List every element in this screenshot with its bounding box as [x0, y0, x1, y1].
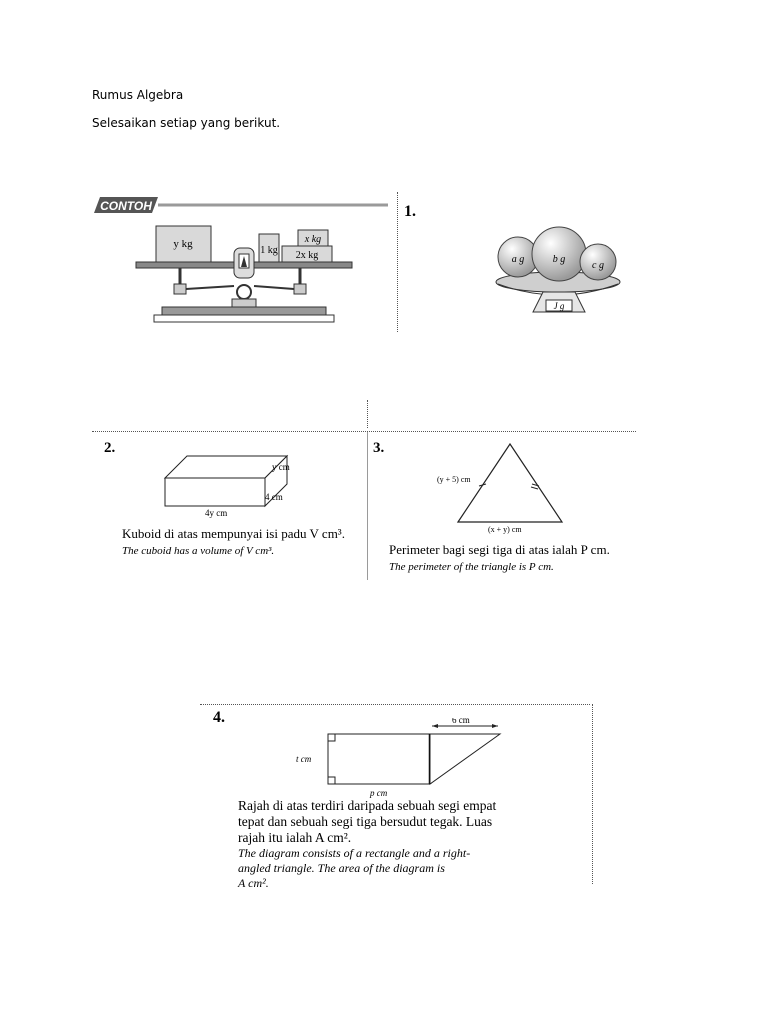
- q4-caption-en-3: A cm².: [238, 876, 269, 890]
- divider-vertical-2: [367, 400, 368, 428]
- ball-b-label: b g: [552, 254, 566, 265]
- contoh-label: CONTOH: [100, 199, 152, 213]
- small-weight-label: 1 kg: [260, 245, 278, 256]
- q4-caption-ms-1: Rajah di atas terdiri daripada sebuah segi empat: [238, 798, 497, 813]
- q4-top-border: [200, 704, 590, 705]
- balance-scale-figure: [92, 190, 412, 332]
- divider-vertical-1: [397, 192, 398, 332]
- question-4-number: 4.: [213, 709, 225, 726]
- left-weight-label: y kg: [173, 238, 193, 250]
- q4-bottom-label: p cm: [370, 788, 388, 798]
- q4-left-label: t cm: [296, 754, 312, 764]
- rectangle-triangle-figure: [290, 718, 510, 798]
- cuboid-height-label: y cm: [272, 462, 290, 472]
- triangle-figure: [428, 440, 578, 536]
- ball-c-label: c g: [592, 260, 604, 271]
- q4-caption-en-1: The diagram consists of a rectangle and a right-: [238, 846, 471, 860]
- question-1-figure: [488, 222, 628, 322]
- question-3-caption-en: The perimeter of the triangle is P cm.: [389, 561, 554, 573]
- question-2-caption-en: The cuboid has a volume of V cm³.: [122, 545, 275, 557]
- question-4-figure: [290, 718, 510, 798]
- divider-horizontal: [92, 431, 636, 432]
- question-1-number: 1.: [404, 203, 416, 220]
- question-2-number: 2.: [104, 440, 116, 456]
- scale-reading-label: J g: [553, 301, 565, 311]
- q4-caption-ms-3: rajah itu ialah A cm².: [238, 830, 352, 845]
- weighing-scale-figure: [488, 222, 628, 322]
- question-3-figure: [428, 440, 578, 536]
- q4-top-label: 6 cm: [452, 718, 470, 725]
- q4-caption-ms-2: tepat dan sebuah segi tiga bersudut tegak. Luas: [238, 814, 493, 829]
- cuboid-length-label: 4y cm: [205, 508, 228, 518]
- top-weight-label: x kg: [304, 234, 322, 245]
- bottom-weight-label: 2x kg: [295, 250, 319, 261]
- document-title: Rumus Algebra: [92, 88, 184, 102]
- question-2-caption-ms: Kuboid di atas mempunyai isi padu V cm³.: [122, 526, 345, 541]
- divider-vertical-3: [367, 432, 368, 580]
- q4-right-border: [592, 704, 593, 884]
- question-4-caption: [238, 798, 588, 891]
- ball-a-label: a g: [511, 254, 525, 265]
- example-panel: [92, 190, 412, 332]
- cuboid-figure: [150, 448, 320, 518]
- question-3-caption-ms: Perimeter bagi segi tiga di atas ialah P cm.: [389, 542, 610, 557]
- triangle-side-label: (y + 5) cm: [437, 475, 471, 484]
- q4-caption-en-2: angled triangle. The area of the diagram is: [238, 861, 445, 875]
- question-2-figure: [150, 448, 320, 518]
- triangle-base-label: (x + y) cm: [488, 525, 522, 534]
- instruction-text: Selesaikan setiap yang berikut.: [92, 116, 281, 130]
- question-3-number: 3.: [373, 440, 385, 456]
- cuboid-depth-label: 4 cm: [265, 492, 283, 502]
